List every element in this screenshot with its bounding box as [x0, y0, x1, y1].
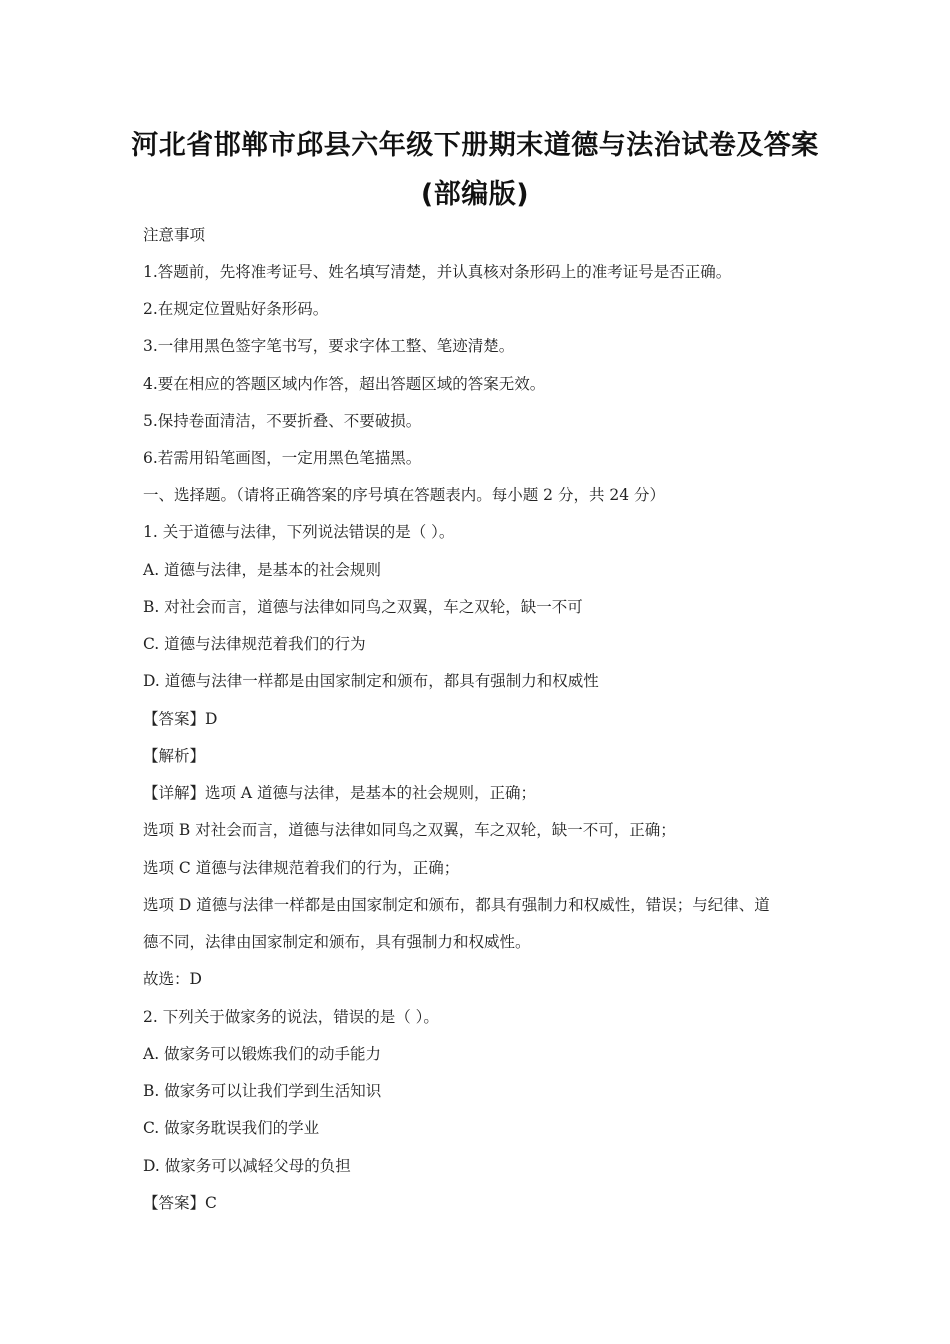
- notice-item: 3.一律用黑色签字笔书写，要求字体工整、笔迹清楚。: [143, 337, 515, 355]
- notice-item: 2.在规定位置贴好条形码。: [143, 300, 329, 318]
- question-2-stem: 2. 下列关于做家务的说法，错误的是（ ）。: [143, 1008, 439, 1026]
- document-title-line2: (部编版): [420, 179, 530, 210]
- question-1-option-b: B. 对社会而言，道德与法律如同鸟之双翼，车之双轮，缺一不可: [143, 598, 583, 616]
- question-1-option-c: C. 道德与法律规范着我们的行为: [143, 635, 366, 653]
- question-1-analysis-heading: 【解析】: [143, 747, 206, 765]
- question-1-analysis-line: 选项 B 对社会而言，道德与法律如同鸟之双翼，车之双轮，缺一不可，正确；: [143, 821, 676, 839]
- question-1-analysis-line: 选项 D 道德与法律一样都是由国家制定和颁布，都具有强制力和权威性，错误；与纪律、道: [143, 896, 770, 914]
- question-1-analysis-line: 【详解】选项 A 道德与法律，是基本的社会规则，正确；: [143, 784, 537, 802]
- notice-heading: 注意事项: [143, 226, 206, 244]
- notice-item: 5.保持卷面清洁，不要折叠、不要破损。: [143, 412, 422, 430]
- question-1-analysis-line: 选项 C 道德与法律规范着我们的行为，正确；: [143, 859, 460, 877]
- question-1-stem: 1. 关于道德与法律，下列说法错误的是（ ）。: [143, 523, 455, 541]
- notice-item: 1.答题前，先将准考证号、姓名填写清楚，并认真核对条形码上的准考证号是否正确。: [143, 263, 732, 281]
- question-2-answer: 【答案】C: [143, 1194, 217, 1212]
- question-1-answer: 【答案】D: [143, 710, 218, 728]
- question-1-option-d: D. 道德与法律一样都是由国家制定和颁布，都具有强制力和权威性: [143, 672, 599, 690]
- question-1-option-a: A. 道德与法律，是基本的社会规则: [143, 561, 382, 579]
- question-2-option-c: C. 做家务耽误我们的学业: [143, 1119, 320, 1137]
- notice-item: 6.若需用铅笔画图，一定用黑色笔描黑。: [143, 449, 422, 467]
- question-2-option-a: A. 做家务可以锻炼我们的动手能力: [143, 1045, 382, 1063]
- question-2-option-d: D. 做家务可以减轻父母的负担: [143, 1157, 351, 1175]
- question-2-option-b: B. 做家务可以让我们学到生活知识: [143, 1082, 382, 1100]
- question-1-analysis-line: 德不同，法律由国家制定和颁布，具有强制力和权威性。: [143, 933, 531, 951]
- notice-item: 4.要在相应的答题区域内作答，超出答题区域的答案无效。: [143, 375, 546, 393]
- document-title-line1: 河北省邯郸市邱县六年级下册期末道德与法治试卷及答案: [131, 130, 819, 161]
- section-heading: 一、选择题。（请将正确答案的序号填在答题表内。每小题 2 分，共 24 分）: [143, 486, 666, 504]
- question-1-conclusion: 故选：D: [143, 970, 202, 988]
